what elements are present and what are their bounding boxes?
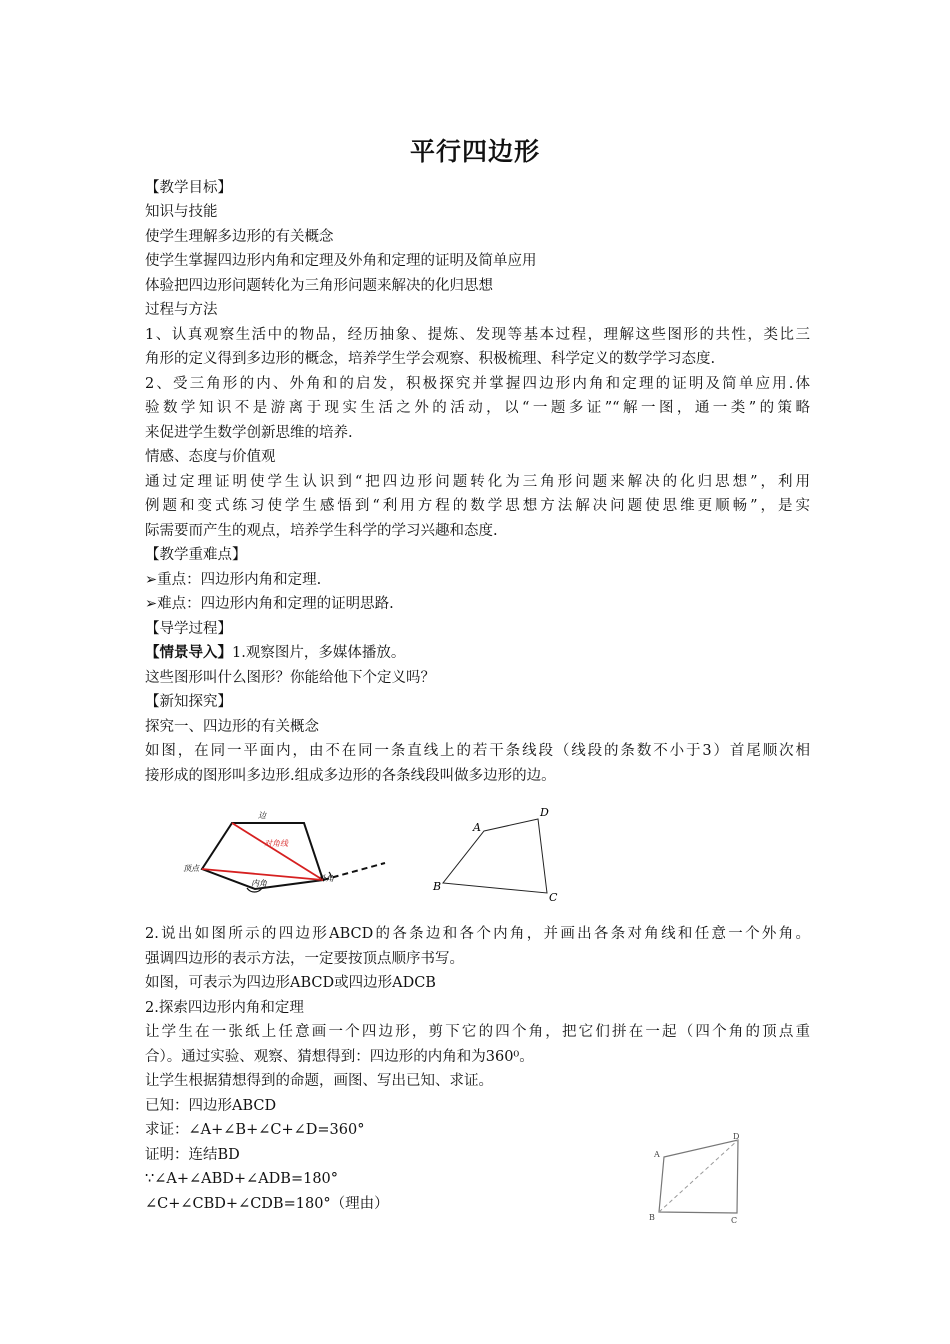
vertex-d-label: D bbox=[540, 806, 549, 819]
vertex-c-label: C bbox=[731, 1216, 738, 1225]
edge-label: 边 bbox=[258, 811, 266, 820]
vertex-b-label: B bbox=[649, 1213, 655, 1222]
text-line: 强调四边形的表示方法，一定要按顶点顺序书写。 bbox=[145, 951, 464, 967]
scene-text: 1.观察图片，多媒体播放。 bbox=[232, 645, 406, 661]
text-line: 如图，在同一平面内，由不在同一条直线上的若干条线段（线段的条数不小于3）首尾顺次相 bbox=[145, 743, 810, 759]
text-line: 已知：四边形ABCD bbox=[145, 1098, 277, 1114]
quadrilateral-bd-figure bbox=[645, 1128, 750, 1228]
text-line: 体验把四边形问题转化为三角形问题来解决的化归思想 bbox=[145, 278, 493, 294]
section-heading-explore: 【新知探究】 bbox=[145, 694, 232, 710]
text-line: 使学生掌握四边形内角和定理及外角和定理的证明及简单应用 bbox=[145, 253, 537, 269]
text-line: 2.探索四边形内角和定理 bbox=[145, 1000, 304, 1016]
vertex-b-label: B bbox=[433, 880, 442, 893]
text-line: 通过定理证明使学生认识到“把四边形问题转化为三角形问题来解决的化归思想”，利用 bbox=[145, 474, 810, 490]
page-title: 平行四边形 bbox=[409, 137, 540, 166]
text-line: 接形成的图形叫多边形.组成多边形的各条线段叫做多边形的边。 bbox=[145, 768, 556, 784]
text-line: 1、认真观察生活中的物品，经历抽象、提炼、发现等基本过程，理解这些图形的共性，类比三 bbox=[145, 327, 810, 343]
text-line: ∵∠A+∠ABD+∠ADB=180° bbox=[145, 1171, 339, 1187]
quadrilateral-abcd-figure bbox=[430, 804, 570, 904]
text-line: 让学生根据猜想得到的命题，画图、写出已知、求证。 bbox=[145, 1073, 493, 1089]
text-line: 过程与方法 bbox=[145, 302, 218, 318]
text-line: ➢重点：四边形内角和定理. bbox=[145, 572, 322, 588]
vertex-c-label: C bbox=[549, 891, 558, 904]
text-line: ∠C+∠CBD+∠CDB=180°（理由） bbox=[145, 1196, 389, 1212]
text-line: 角形的定义得到多边形的概念，培养学生学会观察、积极梳理、科学定义的数学学习态度. bbox=[145, 351, 716, 367]
vertex-d-label: D bbox=[733, 1132, 740, 1141]
text-line: 合）。通过实验、观察、猜想得到：四边形的内角和为360⁰。 bbox=[145, 1049, 534, 1065]
text-line: 证明：连结BD bbox=[145, 1147, 240, 1163]
section-heading-goals: 【教学目标】 bbox=[145, 180, 232, 196]
text-line: 情感、态度与价值观 bbox=[145, 449, 276, 465]
text-line: 知识与技能 bbox=[145, 204, 218, 220]
exterior-angle-label: 外角 bbox=[318, 874, 334, 883]
vertex-label: 顶点 bbox=[183, 864, 199, 873]
section-heading-process: 【导学过程】 bbox=[145, 621, 232, 637]
vertex-a-label: A bbox=[654, 1150, 660, 1159]
polygon-concept-figure bbox=[180, 800, 390, 900]
text-line: 2、受三角形的内、外角和的启发，积极探究并掌握四边形内角和定理的证明及简单应用.体 bbox=[145, 376, 810, 392]
text-line: ➢难点：四边形内角和定理的证明思路. bbox=[145, 596, 394, 612]
text-line: 这些图形叫什么图形？你能给他下个定义吗？ bbox=[145, 670, 435, 686]
text-line: 使学生理解多边形的有关概念 bbox=[145, 229, 334, 245]
section-heading-key-points: 【教学重难点】 bbox=[145, 547, 247, 563]
text-line: 求证：∠A+∠B+∠C+∠D=360° bbox=[145, 1122, 365, 1138]
text-line: 如图，可表示为四边形ABCD或四边形ADCB bbox=[145, 975, 436, 991]
text-line: 验数学知识不是游离于现实生活之外的活动，以“一题多证”“解一图，通一类”的策略 bbox=[145, 400, 810, 416]
text-line: 来促进学生数学创新思维的培养. bbox=[145, 425, 353, 441]
text-line: 探究一、四边形的有关概念 bbox=[145, 719, 319, 735]
text-line: 2.说出如图所示的四边形ABCD的各条边和各个内角，并画出各条对角线和任意一个外角。 bbox=[145, 926, 810, 942]
diagonal-label: 对角线 bbox=[264, 839, 288, 848]
scene-label: 【情景导入】 bbox=[145, 644, 232, 661]
text-line: 例题和变式练习使学生感悟到“利用方程的数学思想方法解决问题使思维更顺畅”，是实 bbox=[145, 498, 810, 514]
interior-angle-label: 内角 bbox=[251, 879, 267, 888]
text-line bbox=[145, 641, 810, 666]
vertex-a-label: A bbox=[473, 821, 481, 834]
text-line: 际需要而产生的观点，培养学生科学的学习兴趣和态度. bbox=[145, 523, 498, 539]
text-line: 让学生在一张纸上任意画一个四边形，剪下它的四个角，把它们拼在一起（四个角的顶点重 bbox=[145, 1024, 810, 1040]
